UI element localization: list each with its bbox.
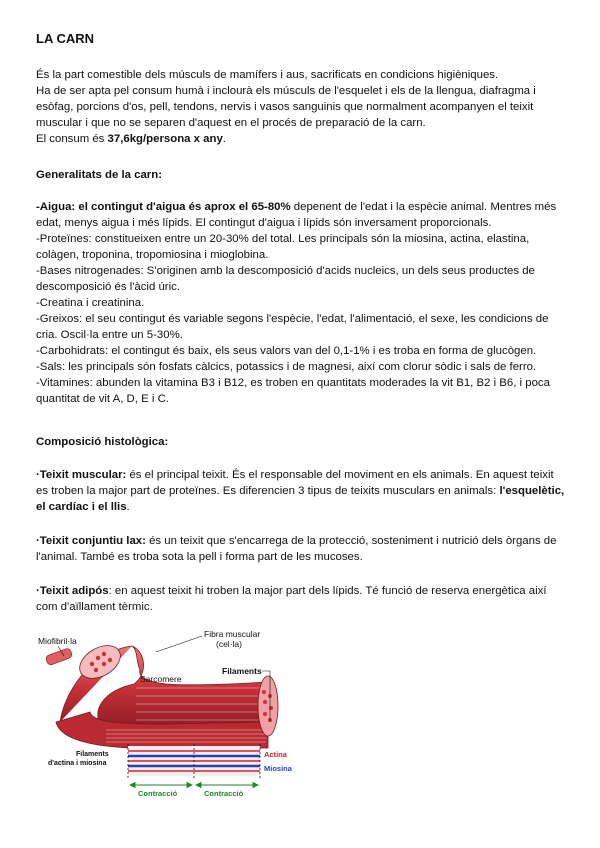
label-cella: (cel·la)	[216, 639, 242, 649]
label-miosina: Miosina	[264, 764, 292, 773]
label-fibra: Fibra muscular	[204, 629, 261, 639]
item-carbohidrats: -Carbohidrats: el contingut és baix, els seus valors van del 0,1-1% i es troba en forma de glucògen.	[36, 345, 537, 357]
item-vitamines: -Vitamines: abunden la vitamina B3 i B12, es troben en quantitats moderades la vit B1, B2 i B6, i poca quantitat de vit A, D, E i C.	[36, 377, 550, 405]
teixit-conjuntiu: ·Teixit conjuntiu lax: és un teixit que s'encarrega de la protecció, sosteniment i nutrició dels òrgans de l'animal. També es troba sota la pell i forma part de les mucoses.	[36, 535, 557, 563]
label-filaments-actina-2: d'actina i miosina	[48, 760, 107, 767]
contraction-arrows	[130, 783, 258, 788]
item-greixos: -Greixos: el seu contingut és variable segons l'espècie, l'edat, l'alimentació, el sexe, les condicions de cria. Oscil·la entre un 5-30%.	[36, 313, 549, 341]
label-actina: Actina	[264, 750, 287, 759]
item-bases: -Bases nitrogenades: S'originen amb la descomposició d'acids nucleics, un dels seus productes de descomposició és l'àcid úric.	[36, 265, 535, 293]
label-contraccio-1: Contracció	[138, 789, 178, 798]
intro-paragraph-2: Ha de ser apta pel consum humà i inclourà els músculs de l'esquelet i els de la llengua, diafragma i esòfag, porcions d'os, pell, tendons, nervis i vasos sanguinis que normalment acompanyen el teixit muscular i que no se separen d'aquest en el procés de preparació de la carn.	[36, 85, 536, 129]
item-proteines: -Proteïnes: constitueixen entre un 20-30% del total. Les principals són la miosina, actina, elastina, colàgen, troponina, tropomiosina i mioglobina.	[36, 233, 530, 261]
intro-paragraph-1: És la part comestible dels músculs de mamífers i aus, sacrificats en condicions higièniques.	[36, 69, 499, 81]
item-aigua: -Aigua: el contingut d'aigua és aprox el 65-80% depenent de l'edat i la espècie animal. Mentres més edat, menys aigua i més lípids. El contingut d'aigua i lípids són inversament proporcionals.	[36, 201, 557, 229]
item-creatina: -Creatina i creatinina.	[36, 297, 145, 309]
item-sals: -Sals: les principals són fosfats càlcics, potassics i de magnesi, així com clorur sòdic i sals de ferro.	[36, 361, 537, 373]
label-filaments: Filaments	[222, 666, 262, 676]
intro-section	[36, 67, 568, 147]
generalitats-heading: Generalitats de la carn:	[36, 169, 162, 181]
myofibril-strand	[45, 648, 73, 666]
muscle-types: l'esquelètic, el cardíac i el llis	[36, 485, 565, 513]
consumption-value: 37,6kg/persona x any	[107, 133, 223, 145]
label-filaments-actina-1: Filaments	[76, 751, 109, 758]
teixit-adipos: ·Teixit adipós: en aquest teixit hi troben la major part dels lípids. Té funció de reserva energètica així com d'aïllament tèrmic.	[36, 585, 547, 613]
fiber-end-cap	[258, 676, 278, 736]
histologica-heading: Composició histològica:	[36, 436, 169, 448]
generalitats-list	[36, 199, 568, 407]
muscle-fiber-diagram	[36, 622, 306, 804]
label-contraccio-2: Contracció	[204, 789, 244, 798]
label-sarcomere: Sarcomere	[140, 674, 182, 684]
teixit-muscular: ·Teixit muscular: és el principal teixit. És el responsable del moviment en els animals. En aquest teixit es troben la major part de proteïnes. Es diferencien 3 tipus de teixits musculars en animals: l'esquelètic, el cardíac i el llis.	[36, 469, 565, 513]
page-title: LA CARN	[36, 31, 95, 46]
label-miofibrilla: Miofibril·la	[38, 636, 77, 646]
intro-paragraph-3: El consum és 37,6kg/persona x any.	[36, 133, 226, 145]
